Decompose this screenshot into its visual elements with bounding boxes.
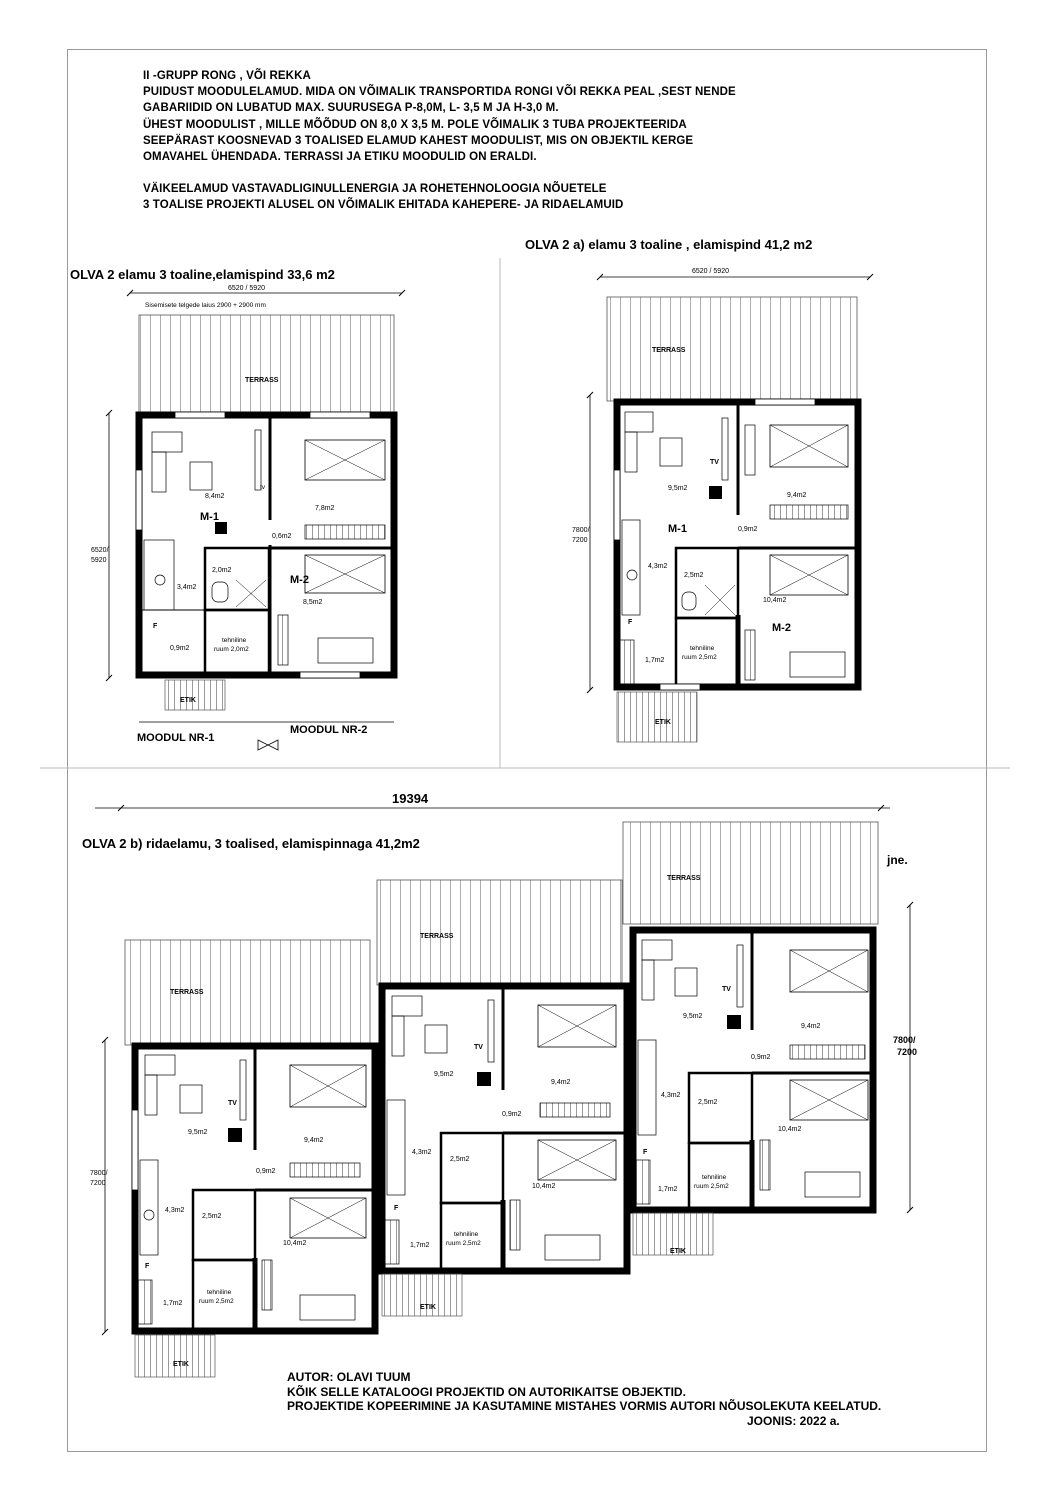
plan3-room-living-b: 9,5m2 (434, 1071, 454, 1078)
plan2-room-hall: 0,9m2 (738, 526, 758, 533)
plan2-terrace-label: TERRASS (652, 347, 686, 354)
plan3-room-hall-a: 0,9m2 (256, 1168, 276, 1175)
plan1-room-kitchen: 3,4m2 (177, 584, 197, 591)
plan3-jne: jne. (887, 853, 908, 867)
plan2-room-kitchen: 4,3m2 (648, 563, 668, 570)
plan1-tech-line1: tehniline (222, 637, 247, 644)
plan3-tech-line1-b: tehniline (454, 1231, 479, 1238)
plan1-tv-label: tv (260, 484, 266, 491)
plan2-tech-line1: tehniline (690, 645, 715, 652)
plan3-room-bath-a: 2,5m2 (202, 1213, 222, 1220)
plan1-f-label: F (153, 623, 158, 630)
plan1-module-m2: M-2 (290, 574, 309, 586)
plan2-room-bed2: 10,4m2 (763, 597, 787, 604)
plan3-etik-label-a: ETIK (173, 1361, 189, 1368)
plan3-room-bed1-a: 9,4m2 (304, 1137, 324, 1144)
plan3-room-bath-c: 2,5m2 (698, 1099, 718, 1106)
plan3-tech-line1-c: tehniline (702, 1174, 727, 1181)
plan1-room-bed1: 7,8m2 (315, 505, 335, 512)
plan1-dim-side-a: 6520/ (91, 547, 109, 554)
plan3-terrace-label-c: TERRASS (667, 875, 701, 882)
plan3-room-bed1-c: 9,4m2 (801, 1023, 821, 1030)
plan3-f-label-a: F (145, 1263, 150, 1270)
plan3-room-living-a: 9,5m2 (188, 1129, 208, 1136)
intro-line: SEEPÄRAST KOOSNEVAD 3 TOALISED ELAMUD KAHEST MOODULIST, MIS ON OBJEKTIL KERGE (143, 134, 694, 147)
plan3-room-entry-a: 1,7m2 (163, 1300, 183, 1307)
plan3-room-bed2-b: 10,4m2 (532, 1183, 556, 1190)
plan3-tech-line2-b: ruum 2,5m2 (446, 1240, 481, 1247)
plan3-room-kitchen-c: 4,3m2 (661, 1092, 681, 1099)
plan3-drawing (90, 791, 917, 1377)
plan3-dim-side-a: 7800/ (90, 1170, 108, 1177)
plan2-module-m2: M-2 (772, 622, 791, 634)
plan1-room-bed2: 8,5m2 (303, 599, 323, 606)
plan3-room-bed1-b: 9,4m2 (551, 1079, 571, 1086)
plan3-room-kitchen-b: 4,3m2 (412, 1149, 432, 1156)
footer-line: PROJEKTIDE KOPEERIMINE JA KASUTAMINE MISTAHES VORMIS AUTORI NÕUSOLEKUTA KEELATUD. (287, 1399, 882, 1413)
plan2-tech-line2: ruum 2,5m2 (682, 654, 717, 661)
plan3-dim-total: 19394 (392, 791, 429, 806)
plan3-room-entry-c: 1,7m2 (658, 1186, 678, 1193)
plan3-room-entry-b: 1,7m2 (410, 1242, 430, 1249)
plan3-tv-label-c: TV (722, 986, 731, 993)
plan3-tech-line2-a: ruum 2,5m2 (199, 1298, 234, 1305)
plan1-room-entry: 0,9m2 (170, 645, 190, 652)
intro-line: PUIDUST MOODULELAMUD. MIDA ON VÕIMALIK TRANSPORTIDA RONGI VÕI REKKA PEAL ,SEST NENDE (143, 86, 736, 99)
plan1-terrace-label: TERRASS (245, 377, 279, 384)
plan1-room-living: 8,4m2 (205, 493, 225, 500)
plan1-title: OLVA 2 elamu 3 toaline,elamispind 33,6 m2 (70, 267, 335, 282)
plan3-etik-label-c: ETIK (670, 1248, 686, 1255)
plan3-dim-side2-b: 7200 (897, 1047, 918, 1057)
plan2-room-entry: 1,7m2 (645, 657, 665, 664)
intro-line: 3 TOALISE PROJEKTI ALUSEL ON VÕIMALIK EHITADA KAHEPERE- JA RIDAELAMUID (143, 199, 624, 212)
plan1-room-hall: 0,6m2 (272, 533, 292, 540)
intro-line: ÜHEST MOODULIST , MILLE MÕÕDUD ON 8,0 X 3,5 M. POLE VÕIMALIK 3 TUBA PROJEKTEERIDA (143, 118, 687, 131)
plan2-room-bath: 2,5m2 (684, 572, 704, 579)
plan1-module-m1: M-1 (200, 511, 219, 523)
intro-line: GABARIIDID ON LUBATUD MAX. SUURUSEGA P-8,0M, L- 3,5 M JA H-3,0 M. (143, 102, 559, 115)
footer-line: KÕIK SELLE KATALOOGI PROJEKTID ON AUTORIKAITSE OBJEKTID. (287, 1384, 686, 1399)
plan3-room-hall-c: 0,9m2 (751, 1054, 771, 1061)
plan2-room-living: 9,5m2 (668, 485, 688, 492)
intro-line: II -GRUPP RONG , VÕI REKKA (143, 70, 311, 82)
plan3-terrace-label-a: TERRASS (170, 989, 204, 996)
plan1-module-nr2: MOODUL NR-2 (290, 724, 368, 736)
plan3-title: OLVA 2 b) ridaelamu, 3 toalised, elamispinnaga 41,2m2 (82, 836, 420, 851)
plan3-room-living-c: 9,5m2 (683, 1013, 703, 1020)
plan3-tv-label-b: TV (474, 1044, 483, 1051)
plan2-dim-side-b: 7200 (572, 537, 588, 544)
plan1-etik-label: ETIK (180, 697, 196, 704)
plan1-module-nr1: MOODUL NR-1 (137, 732, 215, 744)
plan2-f-label: F (628, 619, 633, 626)
footer-date: JOONIS: 2022 a. (747, 1413, 840, 1428)
plan1-dim-top: 6520 / 5920 (228, 285, 265, 292)
plan3-room-bed2-c: 10,4m2 (778, 1126, 802, 1133)
intro-line: VÄIKEELAMUD VASTAVADLIGINULLENERGIA JA ROHETEHNOLOOGIA NÕUETELE (143, 183, 607, 196)
plan3-room-bath-b: 2,5m2 (450, 1156, 470, 1163)
plan3-room-bed2-a: 10,4m2 (283, 1240, 307, 1247)
plan3-tech-line2-c: ruum 2,5m2 (694, 1183, 729, 1190)
plan2-module-m1: M-1 (668, 523, 687, 535)
plan2-title: OLVA 2 a) elamu 3 toaline , elamispind 41,2 m2 (525, 237, 813, 252)
intro-line: OMAVAHEL ÜHENDADA. TERRASSI JA ETIKU MOODULID ON ERALDI. (143, 151, 537, 164)
plan1-drawing (91, 285, 405, 750)
plan3-tv-label-a: TV (228, 1100, 237, 1107)
footer-line: AUTOR: OLAVI TUUM (287, 1370, 411, 1384)
plan2-etik-label: ETIK (655, 719, 671, 726)
footer-text (287, 1370, 881, 1428)
plan3-tech-line1-a: tehniline (207, 1289, 232, 1296)
plan1-dim-side-b: 5920 (91, 557, 107, 564)
plan1-note: Sisemisete telgede laius 2900 + 2900 mm (145, 302, 266, 309)
plan1-room-bath: 2,0m2 (212, 567, 232, 574)
plan3-f-label-c: F (643, 1149, 648, 1156)
plan3-f-label-b: F (394, 1205, 399, 1212)
plan2-tv-label: TV (710, 459, 719, 466)
plan3-dim-side-b: 7200 (90, 1180, 106, 1187)
plan3-room-hall-b: 0,9m2 (502, 1111, 522, 1118)
plan3-room-kitchen-a: 4,3m2 (165, 1207, 185, 1214)
plan2-room-bed1: 9,4m2 (787, 492, 807, 499)
plan2-drawing (572, 268, 873, 742)
plan3-etik-label-b: ETIK (420, 1304, 436, 1311)
plan2-dim-top: 6520 / 5920 (692, 268, 729, 275)
plan1-tech-line2: ruum 2,0m2 (214, 646, 249, 653)
plan3-dim-side2-a: 7800/ (893, 1035, 916, 1045)
plan2-dim-side-a: 7800/ (572, 527, 590, 534)
plan3-terrace-label-b: TERRASS (420, 933, 454, 940)
